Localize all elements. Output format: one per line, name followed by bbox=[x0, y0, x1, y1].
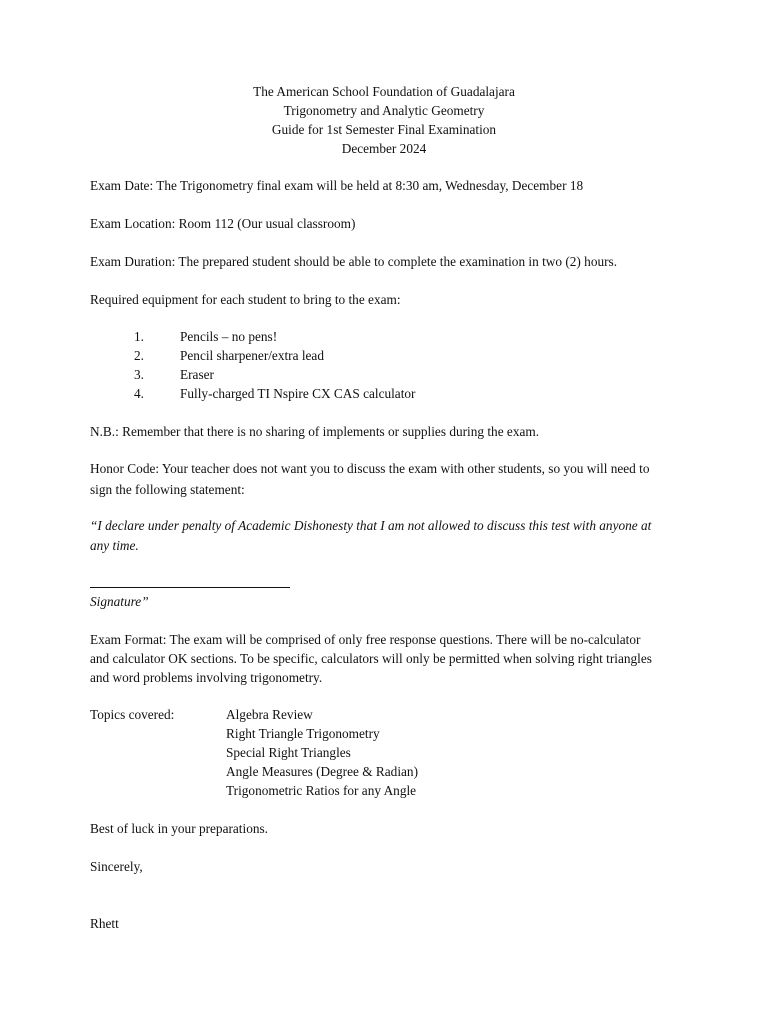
signature-label: Signature” bbox=[90, 594, 149, 609]
declaration-line-1: “I declare under penalty of Academic Dishonesty that I am not allowed to discuss this test with anyone at bbox=[90, 518, 652, 533]
honor-code-line-1: Honor Code: Your teacher does not want you to discuss the exam with other students, so you will need to bbox=[90, 461, 650, 476]
exam-duration: Exam Duration: The prepared student should be able to complete the examination in two (2) hours. bbox=[90, 254, 618, 269]
list-item-number: 4. bbox=[134, 386, 144, 401]
honor-code-line-2: sign the following statement: bbox=[90, 482, 245, 497]
list-item-text: Pencils – no pens! bbox=[180, 329, 278, 344]
exam-format-line-2: and calculator OK sections. To be specific, calculators will only be permitted when solving right triangles bbox=[90, 651, 652, 666]
list-item-number: 1. bbox=[134, 329, 144, 344]
closing-sincerely: Sincerely, bbox=[90, 859, 143, 874]
list-item: Angle Measures (Degree & Radian) bbox=[226, 764, 418, 779]
school-name: The American School Foundation of Guadalajara bbox=[253, 84, 515, 99]
exam-format-line-3: and word problems involving trigonometry. bbox=[90, 670, 323, 685]
signature-line bbox=[90, 587, 290, 588]
exam-location: Exam Location: Room 112 (Our usual classroom) bbox=[90, 216, 356, 231]
guide-title: Guide for 1st Semester Final Examination bbox=[271, 122, 497, 137]
list-item-text: Eraser bbox=[180, 367, 214, 382]
list-item-text: Fully-charged TI Nspire CX CAS calculator bbox=[180, 386, 416, 401]
list-item: Trigonometric Ratios for any Angle bbox=[226, 783, 417, 798]
course-name: Trigonometry and Analytic Geometry bbox=[283, 103, 485, 118]
document-date: December 2024 bbox=[341, 141, 427, 156]
author-name: Rhett bbox=[90, 916, 119, 931]
list-item-number: 2. bbox=[134, 348, 144, 363]
list-item-text: Pencil sharpener/extra lead bbox=[180, 348, 324, 363]
list-item: Right Triangle Trigonometry bbox=[226, 726, 380, 741]
list-item: Special Right Triangles bbox=[226, 745, 351, 760]
nb-note: N.B.: Remember that there is no sharing of implements or supplies during the exam. bbox=[90, 424, 540, 439]
equipment-intro: Required equipment for each student to bring to the exam: bbox=[90, 292, 401, 307]
exam-date: Exam Date: The Trigonometry final exam will be held at 8:30 am, Wednesday, December 18 bbox=[90, 178, 584, 193]
closing-luck: Best of luck in your preparations. bbox=[90, 821, 268, 836]
list-item: Algebra Review bbox=[226, 707, 313, 722]
declaration-line-2: any time. bbox=[90, 538, 139, 553]
topics-label: Topics covered: bbox=[90, 707, 175, 722]
list-item-number: 3. bbox=[134, 367, 144, 382]
exam-format-line-1: Exam Format: The exam will be comprised of only free response questions. There will be no-calculator bbox=[90, 632, 641, 647]
